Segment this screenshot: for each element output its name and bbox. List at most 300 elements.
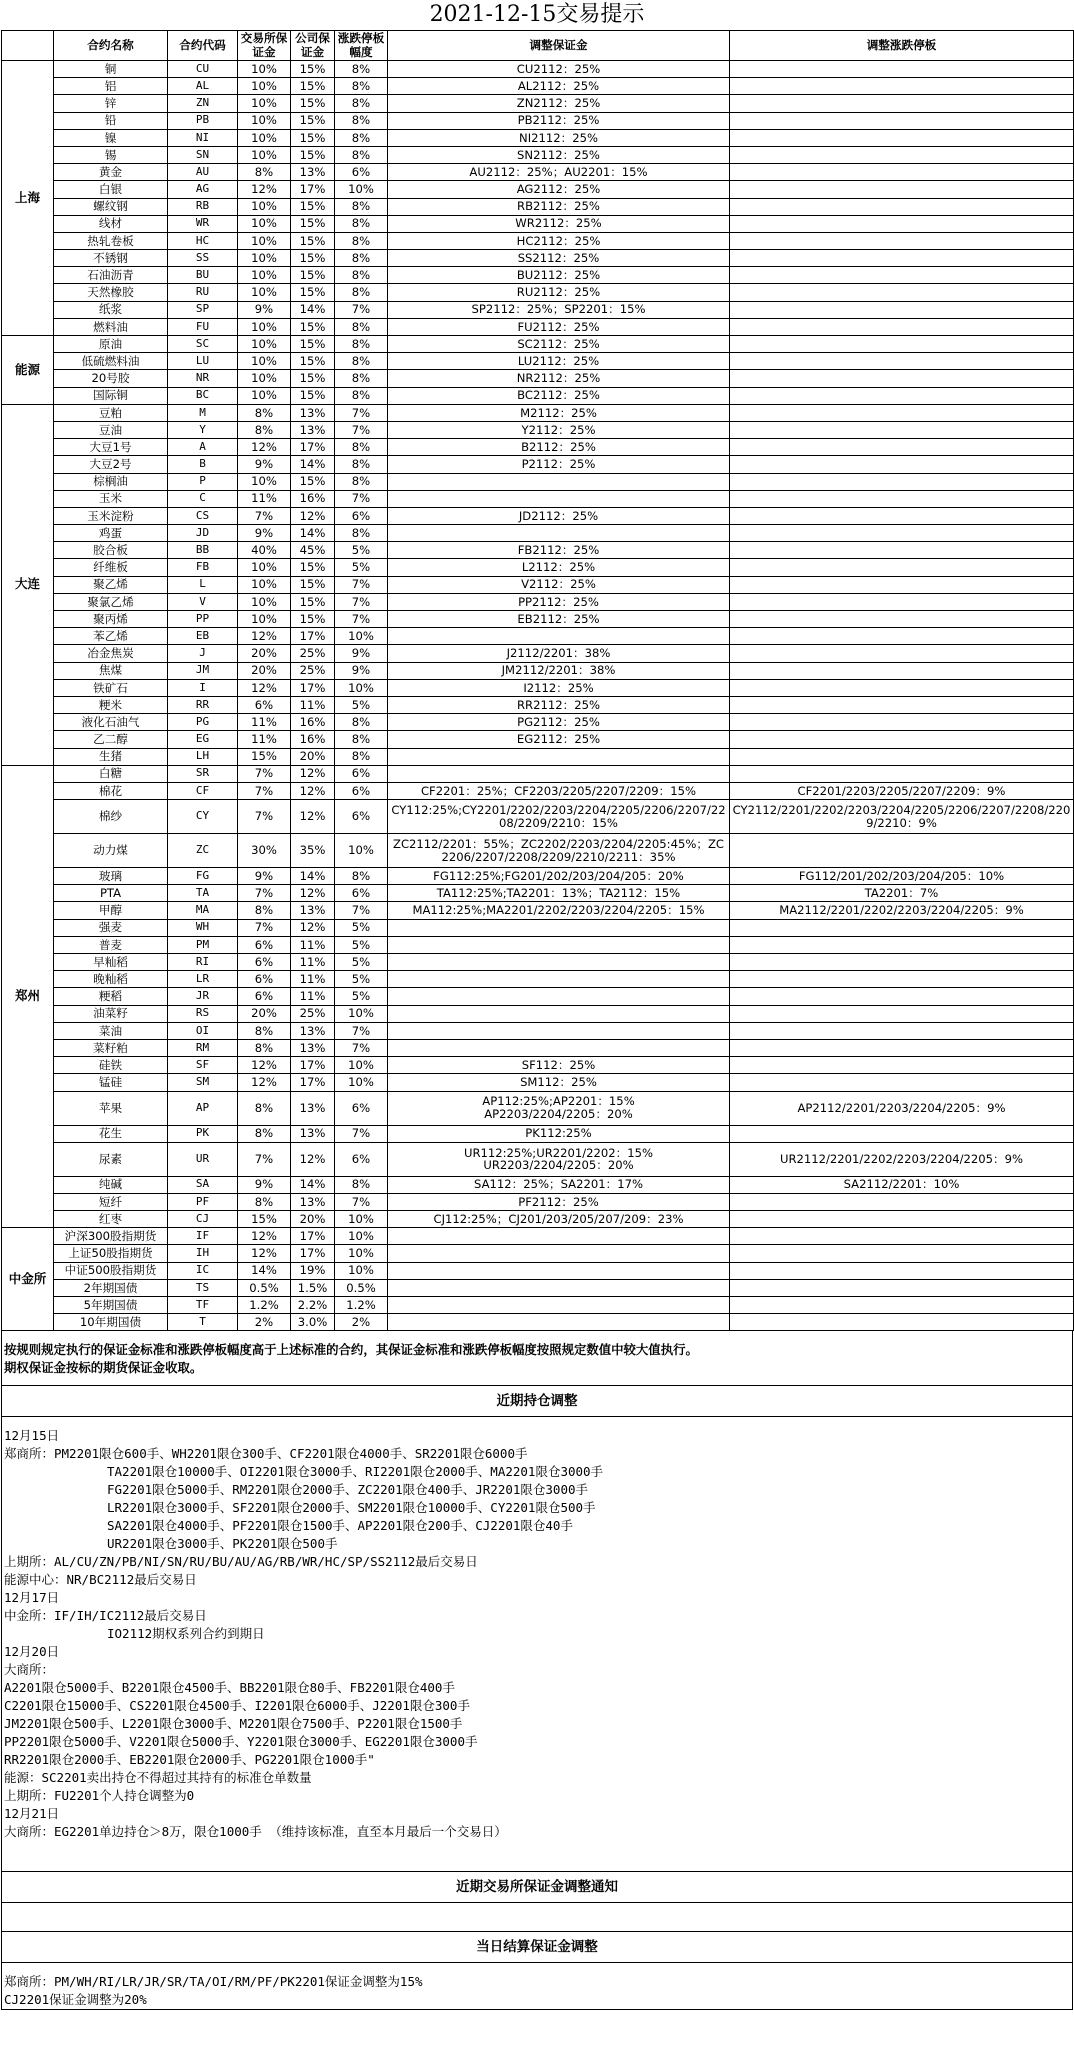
adjusted-limit xyxy=(730,1211,1074,1228)
contract-name: 低硫燃料油 xyxy=(54,353,168,370)
adjusted-limit xyxy=(730,628,1074,645)
table-row xyxy=(2,919,1074,936)
exchange-margin: 10% xyxy=(238,215,291,232)
table-row xyxy=(2,1091,1074,1125)
exchange-margin: 20% xyxy=(238,662,291,679)
contract-name: 沪深300股指期货 xyxy=(54,1228,168,1245)
contract-name: 玉米淀粉 xyxy=(54,507,168,524)
contract-code: SS xyxy=(168,250,238,267)
price-limit: 7% xyxy=(335,490,388,507)
price-limit: 5% xyxy=(335,971,388,988)
note-rule: 按规则规定执行的保证金标准和涨跌停板幅度高于上述标准的合约，其保证金标准和涨跌停板幅度按照规定数值中较大值执行。 xyxy=(4,1342,698,1358)
contract-code: Y xyxy=(168,421,238,438)
price-limit: 8% xyxy=(335,336,388,353)
company-margin: 16% xyxy=(291,714,335,731)
exchange-margin: 10% xyxy=(238,336,291,353)
table-row xyxy=(2,198,1074,215)
adjusted-limit: CF2201/2203/2205/2207/2209：9% xyxy=(730,782,1074,799)
contract-code: MA xyxy=(168,902,238,919)
table-row xyxy=(2,1074,1074,1091)
exchange-margin: 12% xyxy=(238,1057,291,1074)
contract-name: 中证500股指期货 xyxy=(54,1262,168,1279)
adjusted-margin: EB2112：25% xyxy=(388,611,730,628)
exchange-margin: 7% xyxy=(238,919,291,936)
column-header: 交易所保证金 xyxy=(238,31,291,61)
company-margin: 14% xyxy=(291,525,335,542)
price-limit: 5% xyxy=(335,542,388,559)
contract-name: 粳米 xyxy=(54,696,168,713)
contract-code: HC xyxy=(168,232,238,249)
table-row xyxy=(2,232,1074,249)
contract-code: PM xyxy=(168,936,238,953)
adjusted-limit xyxy=(730,284,1074,301)
contract-name: PTA xyxy=(54,885,168,902)
contract-name: 纯碱 xyxy=(54,1176,168,1193)
exchange-margin: 8% xyxy=(238,1039,291,1056)
contract-name: 白银 xyxy=(54,181,168,198)
contract-name: 原油 xyxy=(54,336,168,353)
adjusted-margin: SC2112：25% xyxy=(388,336,730,353)
contract-code: T xyxy=(168,1314,238,1331)
adjusted-margin xyxy=(388,954,730,971)
contract-name: 聚氯乙烯 xyxy=(54,593,168,610)
price-limit: 8% xyxy=(335,198,388,215)
position-adjust-line: A2201限仓5000手、B2201限仓4500手、BB2201限仓80手、FB2201限仓400手 xyxy=(4,1680,455,1696)
table-row xyxy=(2,456,1074,473)
exchange-margin: 10% xyxy=(238,576,291,593)
adjusted-limit xyxy=(730,765,1074,782)
exchange-margin: 15% xyxy=(238,1211,291,1228)
exchange-margin: 10% xyxy=(238,61,291,78)
adjusted-margin xyxy=(388,628,730,645)
price-limit: 8% xyxy=(335,1176,388,1193)
table-row xyxy=(2,868,1074,885)
price-limit: 8% xyxy=(335,284,388,301)
contract-code: ZC xyxy=(168,834,238,868)
contract-code: CY xyxy=(168,800,238,834)
adjusted-margin: L2112：25% xyxy=(388,559,730,576)
adjusted-limit xyxy=(730,456,1074,473)
contract-name: 纤维板 xyxy=(54,559,168,576)
adjusted-margin xyxy=(388,1245,730,1262)
contract-code: RI xyxy=(168,954,238,971)
exchange-margin: 11% xyxy=(238,490,291,507)
company-margin: 13% xyxy=(291,421,335,438)
contract-name: 动力煤 xyxy=(54,834,168,868)
adjusted-limit xyxy=(730,1297,1074,1314)
price-limit: 8% xyxy=(335,267,388,284)
adjusted-margin: J2112/2201：38% xyxy=(388,645,730,662)
contract-code: TA xyxy=(168,885,238,902)
company-margin: 12% xyxy=(291,919,335,936)
position-adjust-line: 大商所： xyxy=(4,1662,55,1678)
exchange-margin: 0.5% xyxy=(238,1279,291,1296)
price-limit: 10% xyxy=(335,679,388,696)
adjusted-margin: ZN2112：25% xyxy=(388,95,730,112)
table-row xyxy=(2,971,1074,988)
adjusted-limit xyxy=(730,1022,1074,1039)
position-adjust-line: 12月20日 xyxy=(4,1644,60,1660)
company-margin: 20% xyxy=(291,748,335,765)
exchange-margin: 12% xyxy=(238,181,291,198)
company-margin: 25% xyxy=(291,662,335,679)
company-margin: 17% xyxy=(291,679,335,696)
adjusted-limit xyxy=(730,696,1074,713)
contract-code: NR xyxy=(168,370,238,387)
column-header: 调整保证金 xyxy=(388,31,730,61)
contract-code: OI xyxy=(168,1022,238,1039)
exchange-margin: 9% xyxy=(238,1176,291,1193)
company-margin: 15% xyxy=(291,112,335,129)
price-limit: 8% xyxy=(335,525,388,542)
contract-name: 上证50股指期货 xyxy=(54,1245,168,1262)
price-limit: 7% xyxy=(335,404,388,421)
contract-code: IF xyxy=(168,1228,238,1245)
table-row xyxy=(2,1193,1074,1210)
adjusted-limit xyxy=(730,198,1074,215)
position-adjust-line: TA2201限仓10000手、OI2201限仓3000手、RI2201限仓2000手、MA2201限仓3000手 xyxy=(107,1464,604,1480)
region-label: 中金所 xyxy=(2,1228,54,1331)
table-row xyxy=(2,593,1074,610)
price-limit: 10% xyxy=(335,628,388,645)
adjusted-margin: I2112：25% xyxy=(388,679,730,696)
adjusted-margin xyxy=(388,1228,730,1245)
position-adjust-line: SA2201限仓4000手、PF2201限仓1500手、AP2201限仓200手、CJ2201限仓40手 xyxy=(107,1518,573,1534)
adjusted-margin xyxy=(388,936,730,953)
price-limit: 5% xyxy=(335,954,388,971)
company-margin: 14% xyxy=(291,868,335,885)
contract-code: PP xyxy=(168,611,238,628)
adjusted-limit xyxy=(730,971,1074,988)
adjusted-margin: AL2112：25% xyxy=(388,78,730,95)
contract-code: FU xyxy=(168,318,238,335)
contract-name: 胶合板 xyxy=(54,542,168,559)
table-row xyxy=(2,490,1074,507)
adjusted-limit xyxy=(730,919,1074,936)
contract-name: 豆粕 xyxy=(54,404,168,421)
company-margin: 15% xyxy=(291,250,335,267)
price-limit: 5% xyxy=(335,696,388,713)
table-row xyxy=(2,748,1074,765)
company-margin: 13% xyxy=(291,1125,335,1142)
contract-code: J xyxy=(168,645,238,662)
column-header: 涨跌停板幅度 xyxy=(335,31,388,61)
contract-code: EG xyxy=(168,731,238,748)
contract-name: 玉米 xyxy=(54,490,168,507)
price-limit: 8% xyxy=(335,129,388,146)
adjusted-margin: WR2112：25% xyxy=(388,215,730,232)
table-row xyxy=(2,507,1074,524)
contract-code: AG xyxy=(168,181,238,198)
company-margin: 17% xyxy=(291,628,335,645)
adjusted-margin: SM112：25% xyxy=(388,1074,730,1091)
company-margin: 17% xyxy=(291,1074,335,1091)
contract-code: CF xyxy=(168,782,238,799)
contract-code: CJ xyxy=(168,1211,238,1228)
adjusted-limit xyxy=(730,1245,1074,1262)
contract-code: P xyxy=(168,473,238,490)
contract-code: UR xyxy=(168,1142,238,1176)
position-adjust-heading: 近期持仓调整 xyxy=(2,1385,1072,1417)
column-header: 调整涨跌停板 xyxy=(730,31,1074,61)
table-row xyxy=(2,404,1074,421)
adjusted-limit xyxy=(730,611,1074,628)
adjusted-limit xyxy=(730,318,1074,335)
company-margin: 15% xyxy=(291,559,335,576)
exchange-margin: 8% xyxy=(238,164,291,181)
company-margin: 11% xyxy=(291,954,335,971)
table-row xyxy=(2,336,1074,353)
adjusted-limit xyxy=(730,61,1074,78)
contract-name: 花生 xyxy=(54,1125,168,1142)
table-row xyxy=(2,576,1074,593)
contract-code: L xyxy=(168,576,238,593)
price-limit: 5% xyxy=(335,919,388,936)
company-margin: 45% xyxy=(291,542,335,559)
position-adjust-line: C2201限仓15000手、CS2201限仓4500手、I2201限仓6000手、J2201限仓300手 xyxy=(4,1698,470,1714)
exchange-margin: 11% xyxy=(238,714,291,731)
adjusted-margin: NI2112：25% xyxy=(388,129,730,146)
page-title: 2021-12-15交易提示 xyxy=(429,2,645,27)
contract-name: 红枣 xyxy=(54,1211,168,1228)
column-header: 合约代码 xyxy=(168,31,238,61)
table-row xyxy=(2,1314,1074,1331)
price-limit: 8% xyxy=(335,868,388,885)
exchange-margin: 12% xyxy=(238,1228,291,1245)
table-row xyxy=(2,628,1074,645)
price-limit: 0.5% xyxy=(335,1279,388,1296)
contract-code: SM xyxy=(168,1074,238,1091)
adjusted-limit xyxy=(730,215,1074,232)
position-adjust-line: FG2201限仓5000手、RM2201限仓2000手、ZC2201限仓400手、JR2201限仓3000手 xyxy=(107,1482,589,1498)
company-margin: 14% xyxy=(291,456,335,473)
contract-code: PF xyxy=(168,1193,238,1210)
company-margin: 15% xyxy=(291,473,335,490)
adjusted-limit xyxy=(730,988,1074,1005)
adjusted-limit xyxy=(730,525,1074,542)
contract-name: 乙二醇 xyxy=(54,731,168,748)
adjusted-limit xyxy=(730,78,1074,95)
company-margin: 11% xyxy=(291,988,335,1005)
exchange-margin: 10% xyxy=(238,473,291,490)
table-row xyxy=(2,146,1074,163)
price-limit: 8% xyxy=(335,318,388,335)
company-margin: 17% xyxy=(291,1057,335,1074)
adjusted-limit xyxy=(730,421,1074,438)
adjusted-margin: PF2112：25% xyxy=(388,1193,730,1210)
adjusted-limit xyxy=(730,576,1074,593)
adjusted-limit xyxy=(730,387,1074,404)
adjusted-margin: LU2112：25% xyxy=(388,353,730,370)
company-margin: 15% xyxy=(291,387,335,404)
table-row xyxy=(2,885,1074,902)
exchange-margin: 7% xyxy=(238,1142,291,1176)
exchange-margin: 1.2% xyxy=(238,1297,291,1314)
contract-code: IH xyxy=(168,1245,238,1262)
company-margin: 17% xyxy=(291,181,335,198)
company-margin: 35% xyxy=(291,834,335,868)
company-margin: 16% xyxy=(291,490,335,507)
region-label: 郑州 xyxy=(2,765,54,1228)
price-limit: 10% xyxy=(335,1211,388,1228)
adjusted-limit xyxy=(730,250,1074,267)
contract-code: TS xyxy=(168,1279,238,1296)
price-limit: 7% xyxy=(335,576,388,593)
adjusted-margin: JD2112：25% xyxy=(388,507,730,524)
position-adjust-line: 上期所：FU2201个人持仓调整为0 xyxy=(4,1788,195,1804)
price-limit: 8% xyxy=(335,473,388,490)
company-margin: 13% xyxy=(291,902,335,919)
contract-code: RS xyxy=(168,1005,238,1022)
adjusted-margin xyxy=(388,765,730,782)
adjusted-limit xyxy=(730,507,1074,524)
contract-code: RM xyxy=(168,1039,238,1056)
adjusted-limit xyxy=(730,714,1074,731)
contract-code: V xyxy=(168,593,238,610)
price-limit: 10% xyxy=(335,834,388,868)
table-row xyxy=(2,95,1074,112)
adjusted-margin: AP112:25%;AP2201：15% AP2203/2204/2205：20% xyxy=(388,1091,730,1125)
exchange-margin: 2% xyxy=(238,1314,291,1331)
contract-name: 聚丙烯 xyxy=(54,611,168,628)
exchange-margin: 10% xyxy=(238,232,291,249)
position-adjust-line: LR2201限仓3000手、SF2201限仓2000手、SM2201限仓10000手、CY2201限仓500手 xyxy=(107,1500,596,1516)
adjusted-margin: FG112:25%;FG201/202/203/204/205：20% xyxy=(388,868,730,885)
company-margin: 17% xyxy=(291,1245,335,1262)
company-margin: 25% xyxy=(291,1005,335,1022)
position-adjust-line: 能源：SC2201卖出持仓不得超过其持有的标准仓单数量 xyxy=(4,1770,312,1786)
company-margin: 15% xyxy=(291,198,335,215)
table-row xyxy=(2,1125,1074,1142)
adjusted-limit xyxy=(730,370,1074,387)
exchange-margin: 8% xyxy=(238,1022,291,1039)
adjusted-limit xyxy=(730,181,1074,198)
adjusted-margin xyxy=(388,490,730,507)
contract-name: 2年期国债 xyxy=(54,1279,168,1296)
price-limit: 6% xyxy=(335,765,388,782)
adjusted-margin xyxy=(388,1279,730,1296)
contract-code: JD xyxy=(168,525,238,542)
position-adjust-line: 上期所：AL/CU/ZN/PB/NI/SN/RU/BU/AU/AG/RB/WR/HC/SP/SS2112最后交易日 xyxy=(4,1554,478,1570)
price-limit: 8% xyxy=(335,112,388,129)
contract-name: 锰硅 xyxy=(54,1074,168,1091)
adjusted-margin: FB2112：25% xyxy=(388,542,730,559)
exchange-margin: 7% xyxy=(238,765,291,782)
exchange-margin: 12% xyxy=(238,439,291,456)
adjusted-limit xyxy=(730,1262,1074,1279)
exchange-margin: 10% xyxy=(238,129,291,146)
contract-name: 普麦 xyxy=(54,936,168,953)
adjusted-limit xyxy=(730,1125,1074,1142)
table-row xyxy=(2,1039,1074,1056)
table-row xyxy=(2,559,1074,576)
adjusted-margin xyxy=(388,1314,730,1331)
contract-code: LR xyxy=(168,971,238,988)
adjusted-limit xyxy=(730,1193,1074,1210)
adjusted-margin: HC2112：25% xyxy=(388,232,730,249)
company-margin: 15% xyxy=(291,318,335,335)
adjusted-margin: RB2112：25% xyxy=(388,198,730,215)
position-adjust-line: PP2201限仓5000手、V2201限仓5000手、Y2201限仓3000手、EG2201限仓3000手 xyxy=(4,1734,478,1750)
company-margin: 12% xyxy=(291,885,335,902)
table-row xyxy=(2,250,1074,267)
adjusted-limit xyxy=(730,112,1074,129)
adjusted-limit xyxy=(730,559,1074,576)
price-limit: 7% xyxy=(335,902,388,919)
contract-name: 液化石油气 xyxy=(54,714,168,731)
exchange-margin: 10% xyxy=(238,267,291,284)
contract-name: 苹果 xyxy=(54,1091,168,1125)
adjusted-margin: TA112:25%;TA2201：13%；TA2112：15% xyxy=(388,885,730,902)
adjusted-margin: UR112:25%;UR2201/2202：15% UR2203/2204/2205：20% xyxy=(388,1142,730,1176)
contract-name: 国际铜 xyxy=(54,387,168,404)
price-limit: 9% xyxy=(335,645,388,662)
adjusted-limit xyxy=(730,146,1074,163)
adjusted-limit: CY2112/2201/2202/2203/2204/2205/2206/2207/2208/2209/2210：9% xyxy=(730,800,1074,834)
contract-name: 晚籼稻 xyxy=(54,971,168,988)
price-limit: 8% xyxy=(335,95,388,112)
price-limit: 8% xyxy=(335,456,388,473)
price-limit: 8% xyxy=(335,232,388,249)
contract-name: 螺纹钢 xyxy=(54,198,168,215)
adjusted-margin: PG2112：25% xyxy=(388,714,730,731)
exchange-margin: 12% xyxy=(238,628,291,645)
adjusted-margin: BC2112：25% xyxy=(388,387,730,404)
region-label: 大连 xyxy=(2,404,54,765)
adjusted-limit xyxy=(730,679,1074,696)
adjusted-limit xyxy=(730,834,1074,868)
table-row xyxy=(2,611,1074,628)
company-margin: 25% xyxy=(291,645,335,662)
exchange-margin: 11% xyxy=(238,731,291,748)
exchange-margin: 9% xyxy=(238,868,291,885)
position-adjust-line: 12月15日 xyxy=(4,1428,60,1444)
table-row xyxy=(2,473,1074,490)
adjusted-limit xyxy=(730,232,1074,249)
position-adjust-line: 能源中心：NR/BC2112最后交易日 xyxy=(4,1572,197,1588)
table-row xyxy=(2,1005,1074,1022)
exchange-margin: 6% xyxy=(238,971,291,988)
exchange-margin: 10% xyxy=(238,250,291,267)
adjusted-margin: PP2112：25% xyxy=(388,593,730,610)
contract-name: 黄金 xyxy=(54,164,168,181)
company-margin: 15% xyxy=(291,232,335,249)
table-row xyxy=(2,164,1074,181)
price-limit: 5% xyxy=(335,559,388,576)
price-limit: 6% xyxy=(335,164,388,181)
table-row xyxy=(2,181,1074,198)
price-limit: 10% xyxy=(335,1005,388,1022)
adjusted-margin xyxy=(388,1005,730,1022)
adjusted-margin: CF2201：25%；CF2203/2205/2207/2209：15% xyxy=(388,782,730,799)
table-row xyxy=(2,439,1074,456)
adjusted-margin xyxy=(388,1262,730,1279)
price-limit: 8% xyxy=(335,439,388,456)
adjusted-margin: CU2112：25% xyxy=(388,61,730,78)
adjusted-margin xyxy=(388,525,730,542)
company-margin: 2.2% xyxy=(291,1297,335,1314)
exchange-margin: 14% xyxy=(238,1262,291,1279)
exchange-margin: 6% xyxy=(238,954,291,971)
company-margin: 15% xyxy=(291,215,335,232)
price-limit: 2% xyxy=(335,1314,388,1331)
contract-code: RB xyxy=(168,198,238,215)
adjusted-margin xyxy=(388,748,730,765)
price-limit: 8% xyxy=(335,250,388,267)
price-limit: 8% xyxy=(335,146,388,163)
company-margin: 13% xyxy=(291,1039,335,1056)
column-header: 合约名称 xyxy=(54,31,168,61)
